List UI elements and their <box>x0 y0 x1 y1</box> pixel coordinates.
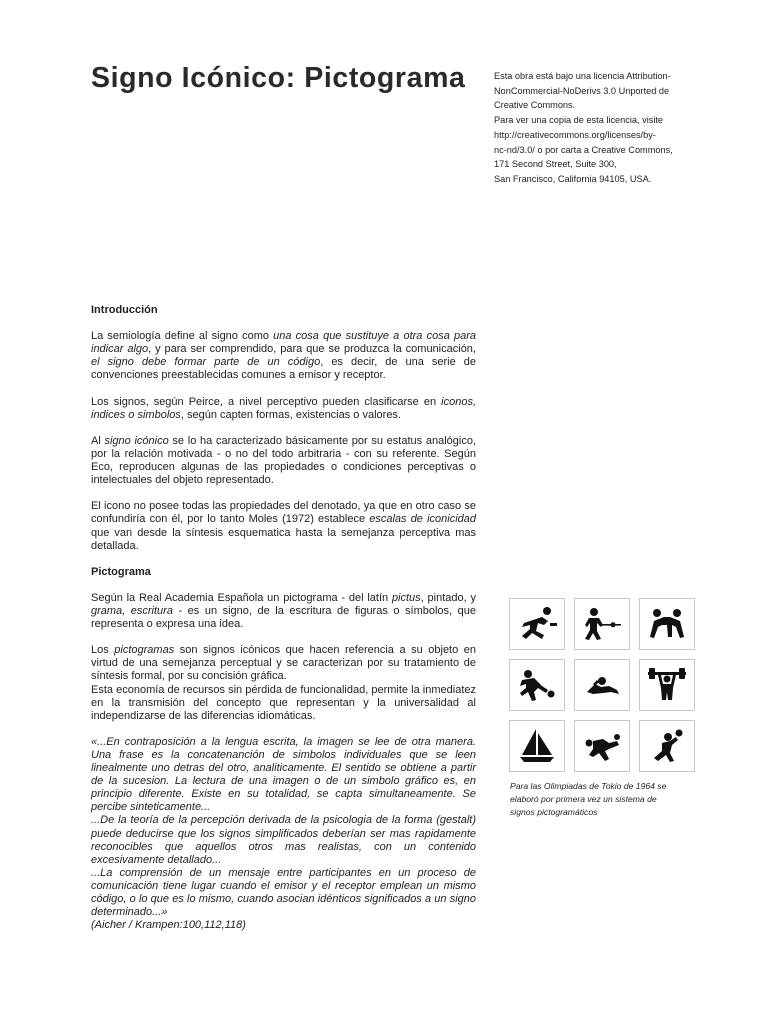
image-caption <box>510 780 710 820</box>
weightlifting-pictogram-icon <box>639 659 695 711</box>
license-link-cont[interactable]: nc-nd/3.0/ o por carta a Creative Commons, <box>494 144 673 155</box>
paragraph: Esta economía de recursos sin pérdida de funcionalidad, permite la inmediatez en la transmisión del concepto que representan y la universalidad al independizarse de las diferencias idiomáticas. <box>91 683 476 722</box>
caption-line: signos pictogramáticos <box>510 807 598 818</box>
license-line: 171 Second Street, Suite 300, <box>494 159 617 170</box>
license-line: Esta obra está bajo una licencia Attribution- <box>494 71 671 81</box>
paragraph: Según la Real Academia Española un pictograma - del latín pictus, pintado, y grama, escritura - es un signo, de la escritura de figuras o símbolos, que representa o expresa una idea. <box>91 591 476 631</box>
caption-line: elaboró por primera vez un sistema de <box>510 794 657 805</box>
caption-line: Para las Olimpiadas de Tokio de 1964 se <box>510 781 667 791</box>
main-text-column <box>91 304 476 932</box>
football-pictogram-icon <box>509 659 565 711</box>
license-notice <box>494 69 734 187</box>
license-line: Creative Commons. <box>494 100 576 111</box>
boxing-pictogram-icon <box>574 720 630 772</box>
quote-paragraph: ...La comprensión de un mensaje entre participantes en un proceso de comunicación tiene lugar cuando el emisor y el receptor emplean un mismo código, o lo que es lo mismo, cuando asocian idénticos significados a un signo determinado...» <box>91 866 476 919</box>
athletics-pictogram-icon <box>509 598 565 650</box>
olympic-pictogram-grid <box>509 598 697 774</box>
page-title: Signo Icónico: Pictograma <box>91 62 466 94</box>
paragraph: Los signos, según Peirce, a nivel perceptivo pueden clasificarse en iconos, indices o simbolos, según capten formas, existencias o valores. <box>91 395 476 421</box>
wrestling-pictogram-icon <box>639 598 695 650</box>
volleyball-pictogram-icon <box>639 720 695 772</box>
paragraph: La semiología define al signo como una cosa que sustituye a otra cosa para indicar algo, y para ser comprendido, para que se produzca la comunicación, el signo debe formar parte de un código, es decir, de una serie de convenciones preestablecidas comunes a emisor y receptor. <box>91 330 477 382</box>
license-link[interactable]: http://creativecommons.org/licenses/by- <box>494 129 656 140</box>
section-heading-pictograma: Pictograma <box>91 565 151 578</box>
license-line: Para ver una copia de esta licencia, visite <box>494 115 664 126</box>
quote-paragraph: «...En contraposición a la lengua escrita, la imagen se lee de otra manera. Una frase es la concatenanción de simbolos individuales que se leen linealmente uno detras del otro, analiticamente. El sentido se obtiene a partir de la sucesion. La lectura de una imagen o de un simbolo gráfico es, en principio diferente. Existe en su totalidad, se capta simultaneamente. Se percibe sinteticamente... <box>91 735 476 814</box>
quote-paragraph: ...De la teoría de la percepción derivada de la psicologia de la forma (gestalt) puede deducirse que los signos simplificados deberían ser mas rapidamente reconocibles que aquellos otros mas realistas, con un contenido excesivamente detallado... <box>91 814 476 866</box>
paragraph: El icono no posee todas las propiedades del denotado, ya que en otro caso se confundiría con él, por lo tanto Moles (1972) establece escalas de iconicidad que van desde la síntesis esquematica hasta la semejanza perceptiva mas detallada. <box>91 500 476 552</box>
citation: (Aicher / Krampen:100,112,118) <box>91 919 246 932</box>
swimming-pictogram-icon <box>574 659 630 711</box>
fencing-pictogram-icon <box>574 598 630 650</box>
paragraph: Los pictogramas son signos icónicos que hacen referencia a su objeto en virtud de una semejanza perceptual y se caracterizan por su tratamiento de síntesis formal, por su concisión gráfica. <box>91 644 477 683</box>
license-line: San Francisco, California 94105, USA. <box>494 173 652 184</box>
paragraph: Al signo icónico se lo ha caracterizado básicamente por su estatus analógico, por la relación motivada - o no del todo arbitraria - con su referente. Según Eco, reproducen algunas de las propiedades o condiciones perceptivas o intelectuales del objeto representado. <box>91 434 477 487</box>
sailing-pictogram-icon <box>509 720 565 772</box>
section-heading-introduccion: Introducción <box>91 304 158 316</box>
license-line: NonCommercial-NoDerivs 3.0 Unported de <box>494 85 670 96</box>
